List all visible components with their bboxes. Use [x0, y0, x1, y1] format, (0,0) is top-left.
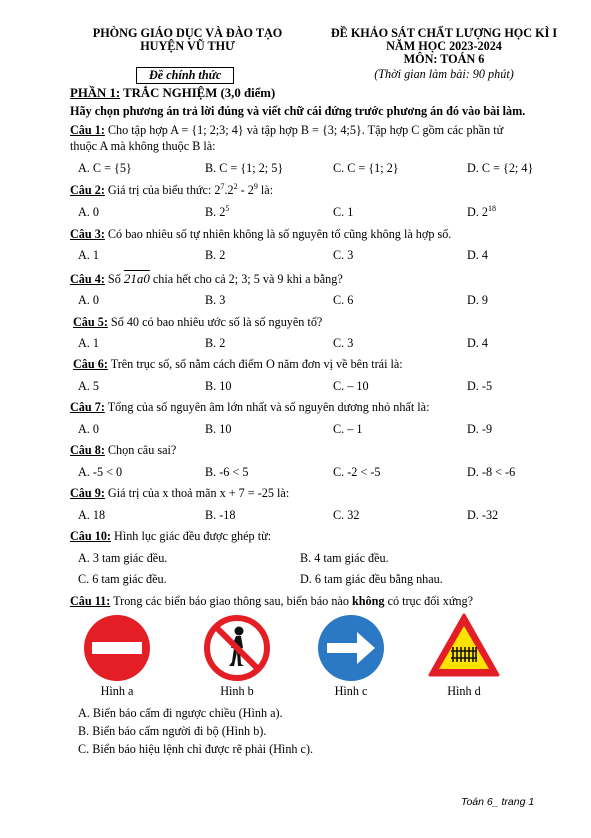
- q2-option-b[interactable]: [205, 205, 229, 220]
- q2-expr-end: là:: [257, 183, 274, 197]
- q2-expr-mid: .2: [224, 183, 234, 197]
- question-8: [70, 443, 176, 458]
- q8-option-c[interactable]: C. -2 < -5: [333, 465, 381, 479]
- q11-option-b[interactable]: B. Biển báo cấm người đi bộ (Hình b).: [78, 724, 267, 738]
- question-11: [70, 594, 473, 609]
- question-7-label: Câu 7:: [70, 400, 105, 414]
- question-10: [70, 529, 271, 544]
- official-label: Đề chính thức: [136, 67, 234, 84]
- question-1: [70, 123, 503, 138]
- question-11-label: Câu 11:: [70, 594, 111, 608]
- header-school-year: NĂM HỌC 2023-2024: [386, 39, 502, 53]
- railway-crossing-warning-sign-icon: [428, 613, 500, 679]
- q4-option-a[interactable]: A. 0: [78, 293, 99, 307]
- q9-option-d[interactable]: D. -32: [467, 508, 499, 522]
- q2-option-d-base: D. 2: [467, 205, 488, 219]
- question-5-label: Câu 5:: [73, 315, 108, 329]
- section-title-rest: TRẮC NGHIỆM (3,0 điểm): [120, 86, 276, 100]
- q5-option-a[interactable]: A. 1: [78, 336, 99, 350]
- question-1-label: Câu 1:: [70, 123, 105, 137]
- question-4-text-post: chia hết cho cả 2; 3; 5 và 9 khi a bằng?: [149, 272, 343, 286]
- question-11-text-pre: Trong các biển báo giao thông sau, biển báo nào: [110, 594, 352, 608]
- q2-option-b-base: B. 2: [205, 205, 226, 219]
- question-3: [70, 227, 451, 242]
- q2-option-c[interactable]: C. 1: [333, 205, 354, 219]
- q10-option-d[interactable]: D. 6 tam giác đều bằng nhau.: [300, 572, 443, 586]
- question-6-text: Trên trục số, số nằm cách điểm O năm đơn vị về bên trái là:: [107, 357, 403, 371]
- q7-option-a[interactable]: A. 0: [78, 422, 99, 436]
- section-title: [70, 86, 275, 101]
- q6-option-a[interactable]: A. 5: [78, 379, 99, 393]
- question-7: [70, 400, 429, 415]
- q2-expr-exp1: 7: [220, 181, 225, 191]
- question-11-text-post: có trục đối xứng?: [384, 594, 474, 608]
- question-4-label: Câu 4:: [70, 272, 105, 286]
- question-2-text: Giá trị của biểu thức:: [104, 183, 215, 197]
- q7-option-d[interactable]: D. -9: [467, 422, 493, 436]
- q1-option-a[interactable]: A. C = {5}: [78, 161, 132, 175]
- question-4: [70, 271, 343, 287]
- question-5: [73, 315, 322, 330]
- q9-option-a[interactable]: A. 18: [78, 508, 106, 522]
- q2-expr-base1: 2: [214, 183, 221, 197]
- q7-option-b[interactable]: B. 10: [205, 422, 232, 436]
- q6-option-d[interactable]: D. -5: [467, 379, 493, 393]
- q6-option-c[interactable]: C. – 10: [333, 379, 369, 393]
- q3-option-a[interactable]: A. 1: [78, 248, 99, 262]
- q9-option-c[interactable]: C. 32: [333, 508, 360, 522]
- no-pedestrians-sign-icon: [203, 614, 271, 682]
- q9-option-b[interactable]: B. -18: [205, 508, 236, 522]
- q6-option-b[interactable]: B. 10: [205, 379, 232, 393]
- q3-option-d[interactable]: D. 4: [467, 248, 488, 262]
- question-3-text: Có bao nhiêu số tự nhiên không là số nguyên tố cũng không là hợp số.: [104, 227, 452, 241]
- q4-number-overline: 21a0: [123, 271, 150, 286]
- section-number: PHẦN 1:: [70, 86, 121, 100]
- section-instruction: Hãy chọn phương án trả lời đúng và viết chữ cái đứng trước phương án đó vào bài làm.: [70, 104, 526, 118]
- question-2-label: Câu 2:: [70, 183, 105, 197]
- q2-option-d[interactable]: [467, 205, 496, 220]
- question-6: [73, 357, 403, 372]
- q2-option-b-exp: 5: [225, 203, 230, 213]
- question-1-text: Cho tập hợp A = {1; 2;3; 4} và tập hợp B = {3; 4;5}. Tập hợp C gồm các phần tử: [104, 123, 504, 137]
- q10-option-c[interactable]: C. 6 tam giác đều.: [78, 572, 167, 586]
- q4-option-d[interactable]: D. 9: [467, 293, 488, 307]
- question-8-label: Câu 8:: [70, 443, 105, 457]
- question-10-text: Hình lục giác đều được ghép từ:: [110, 529, 272, 543]
- q5-option-d[interactable]: D. 4: [467, 336, 488, 350]
- header-exam-title: ĐỀ KHẢO SÁT CHẤT LƯỢNG HỌC KÌ I: [330, 26, 558, 40]
- question-9: [70, 486, 289, 501]
- figure-c-caption: Hình c: [334, 684, 368, 698]
- figure-b-caption: Hình b: [220, 684, 254, 698]
- header-district: HUYỆN VŨ THƯ: [140, 39, 235, 53]
- question-9-label: Câu 9:: [70, 486, 105, 500]
- question-9-text: Giá trị của x thoả mãn x + 7 = -25 là:: [104, 486, 290, 500]
- q10-option-a[interactable]: A. 3 tam giác đều.: [78, 551, 168, 565]
- q2-expr-exp2: 2: [233, 181, 238, 191]
- question-7-text: Tổng của số nguyên âm lớn nhất và số nguyên dương nhỏ nhất là:: [104, 400, 430, 414]
- figure-a-caption: Hình a: [100, 684, 134, 698]
- q10-option-b[interactable]: B. 4 tam giác đều.: [300, 551, 389, 565]
- q3-option-b[interactable]: B. 2: [205, 248, 226, 262]
- q1-option-d[interactable]: D. C = {2; 4}: [467, 161, 534, 175]
- q2-expr-exp3: 9: [253, 181, 258, 191]
- q2-option-d-exp: 18: [488, 203, 496, 213]
- q1-option-b[interactable]: B. C = {1; 2; 5}: [205, 161, 284, 175]
- q5-option-b[interactable]: B. 2: [205, 336, 226, 350]
- question-5-text: Số 40 có bao nhiêu ước số là số nguyên tố?: [107, 315, 323, 329]
- no-entry-sign-icon: [83, 614, 151, 682]
- q2-expr-mid2: - 2: [237, 183, 254, 197]
- q4-option-c[interactable]: C. 6: [333, 293, 354, 307]
- q8-option-b[interactable]: B. -6 < 5: [205, 465, 249, 479]
- q8-option-a[interactable]: A. -5 < 0: [78, 465, 123, 479]
- question-4-text-pre: Số: [104, 272, 124, 286]
- q3-option-c[interactable]: C. 3: [333, 248, 354, 262]
- q8-option-d[interactable]: D. -8 < -6: [467, 465, 516, 479]
- question-2: [70, 183, 273, 198]
- q4-option-b[interactable]: B. 3: [205, 293, 226, 307]
- q7-option-c[interactable]: C. – 1: [333, 422, 363, 436]
- question-8-text: Chọn câu sai?: [104, 443, 177, 457]
- question-10-label: Câu 10:: [70, 529, 111, 543]
- time-note: (Thời gian làm bài: 90 phút): [374, 67, 514, 81]
- question-11-text-bold: không: [351, 594, 385, 608]
- q1-option-c[interactable]: C. C = {1; 2}: [333, 161, 399, 175]
- figure-d-caption: Hình d: [447, 684, 481, 698]
- turn-right-sign-icon: [317, 614, 385, 682]
- q5-option-c[interactable]: C. 3: [333, 336, 354, 350]
- question-3-label: Câu 3:: [70, 227, 105, 241]
- question-6-label: Câu 6:: [73, 357, 108, 371]
- question-1-text-line2: thuộc A mà không thuộc B là:: [70, 139, 216, 153]
- page-footer: Toán 6_ trang 1: [461, 796, 535, 808]
- q2-option-a[interactable]: A. 0: [78, 205, 99, 219]
- header-department: PHÒNG GIÁO DỤC VÀ ĐÀO TẠO: [92, 26, 283, 40]
- header-subject: MÔN: TOÁN 6: [403, 52, 485, 66]
- q11-option-a[interactable]: A. Biển báo cấm đi ngược chiều (Hình a).: [78, 706, 283, 720]
- q11-option-c[interactable]: C. Biển báo hiệu lệnh chỉ được rẽ phải (Hình c).: [78, 742, 314, 756]
